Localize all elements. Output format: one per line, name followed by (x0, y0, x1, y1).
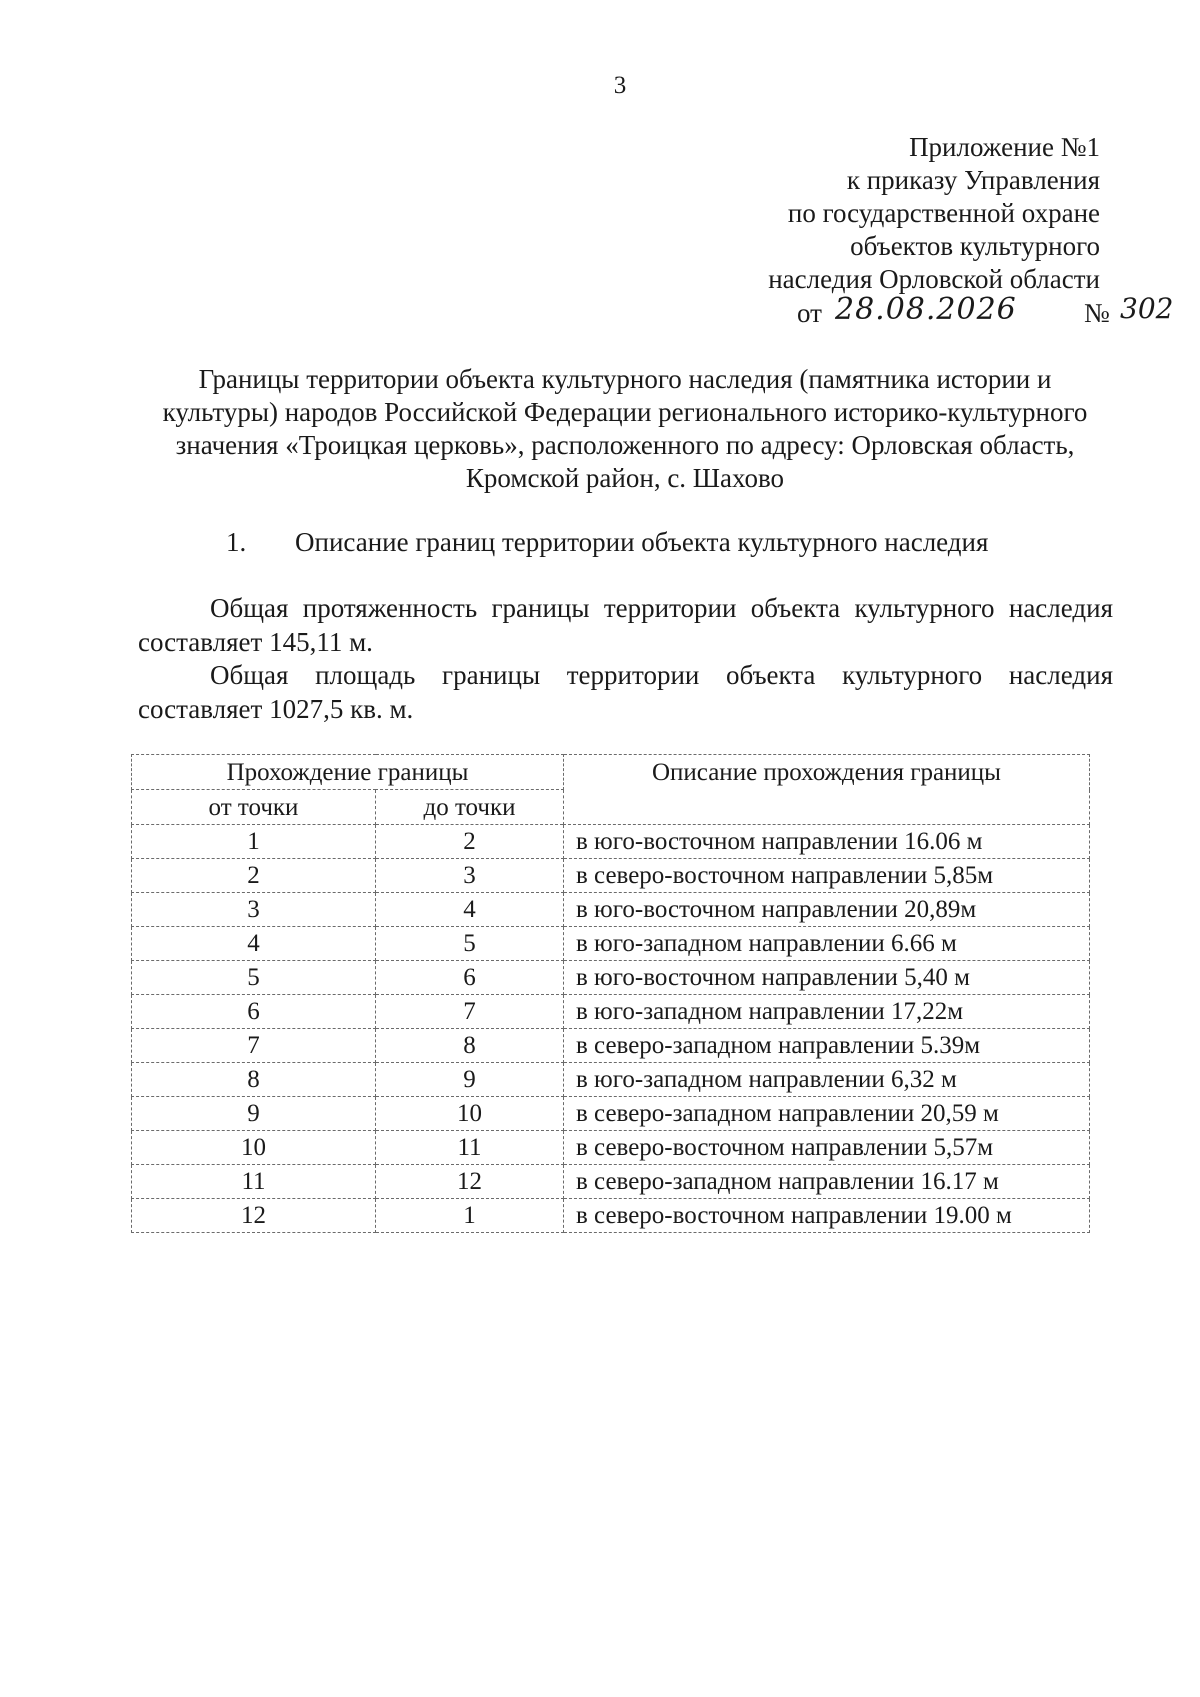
from-point-cell: 1 (132, 825, 376, 859)
table-row (132, 1131, 1090, 1165)
table-row (132, 927, 1090, 961)
table-row (132, 1199, 1090, 1233)
order-date-number (797, 292, 1174, 334)
area-line-2: составляет 1027,5 кв. м. (138, 694, 414, 724)
to-point-cell: 2 (376, 825, 564, 859)
table-row (132, 995, 1090, 1029)
length-paragraph (138, 591, 1113, 659)
table-row (132, 893, 1090, 927)
to-point-cell: 10 (376, 1097, 564, 1131)
appendix-line: Приложение №1 (909, 132, 1100, 162)
to-point-cell: 5 (376, 927, 564, 961)
description-cell: в северо-западном направлении 5.39м (564, 1029, 1090, 1063)
handwritten-number: 302 (1120, 292, 1174, 325)
to-point-header: до точки (376, 790, 564, 825)
description-cell: в юго-восточном направлении 20,89м (564, 893, 1090, 927)
table-row (132, 825, 1090, 859)
number-sign: № (1084, 298, 1110, 328)
description-cell: в северо-восточном направлении 5,85м (564, 859, 1090, 893)
appendix-line: к приказу Управления (846, 165, 1100, 195)
date-prefix: от (797, 298, 822, 328)
title-line: Кромской район, с. Шахово (465, 463, 785, 493)
description-cell: в юго-восточном направлении 16.06 м (564, 825, 1090, 859)
description-cell: в северо-западном направлении 16.17 м (564, 1165, 1090, 1199)
table-row (132, 1165, 1090, 1199)
boundary-table (131, 754, 1090, 1233)
to-point-cell: 9 (376, 1063, 564, 1097)
to-point-cell: 3 (376, 859, 564, 893)
from-point-cell: 12 (132, 1199, 376, 1233)
description-header: Описание прохождения границы (564, 755, 1090, 825)
title-line: культуры) народов Российской Федерации регионального историко-культурного (162, 397, 1088, 427)
table-row (132, 859, 1090, 893)
title-line: значения «Троицкая церковь», расположенного по адресу: Орловская область, (175, 430, 1075, 460)
table-row (132, 961, 1090, 995)
from-point-cell: 2 (132, 859, 376, 893)
table-row (132, 1063, 1090, 1097)
appendix-block (768, 131, 1100, 296)
from-point-header: от точки (132, 790, 376, 825)
description-cell: в юго-западном направлении 17,22м (564, 995, 1090, 1029)
page-number: 3 (613, 72, 627, 99)
appendix-line: по государственной охране (787, 198, 1100, 228)
to-point-cell: 12 (376, 1165, 564, 1199)
handwritten-date: 28.08.2026 (835, 292, 1017, 327)
to-point-cell: 4 (376, 893, 564, 927)
description-cell: в юго-восточном направлении 5,40 м (564, 961, 1090, 995)
appendix-line: объектов культурного (850, 231, 1100, 261)
section-title: Описание границ территории объекта культурного наследия (295, 527, 989, 557)
title-line: Границы территории объекта культурного наследия (памятника истории и (198, 364, 1052, 394)
from-point-cell: 3 (132, 893, 376, 927)
area-line-1: Общая площадь границы территории объекта культурного наследия (210, 660, 1113, 690)
to-point-cell: 6 (376, 961, 564, 995)
area-paragraph (138, 658, 1113, 726)
from-point-cell: 4 (132, 927, 376, 961)
description-cell: в северо-западном направлении 20,59 м (564, 1097, 1090, 1131)
table-row (132, 1097, 1090, 1131)
length-line-2: составляет 145,11 м. (138, 627, 373, 657)
to-point-cell: 11 (376, 1131, 564, 1165)
description-cell: в юго-западном направлении 6.66 м (564, 927, 1090, 961)
appendix-line: наследия Орловской области (768, 264, 1100, 294)
table-row (132, 1029, 1090, 1063)
length-line-1: Общая протяженность границы территории объекта культурного наследия (210, 593, 1113, 623)
to-point-cell: 7 (376, 995, 564, 1029)
description-cell: в юго-западном направлении 6,32 м (564, 1063, 1090, 1097)
description-cell: в северо-восточном направлении 19.00 м (564, 1199, 1090, 1233)
from-point-cell: 5 (132, 961, 376, 995)
boundary-passage-header: Прохождение границы (132, 755, 564, 790)
from-point-cell: 8 (132, 1063, 376, 1097)
document-title (130, 363, 1120, 495)
from-point-cell: 10 (132, 1131, 376, 1165)
section-number: 1. (226, 527, 247, 557)
to-point-cell: 8 (376, 1029, 564, 1063)
from-point-cell: 11 (132, 1165, 376, 1199)
description-cell: в северо-восточном направлении 5,57м (564, 1131, 1090, 1165)
from-point-cell: 9 (132, 1097, 376, 1131)
from-point-cell: 7 (132, 1029, 376, 1063)
from-point-cell: 6 (132, 995, 376, 1029)
to-point-cell: 1 (376, 1199, 564, 1233)
